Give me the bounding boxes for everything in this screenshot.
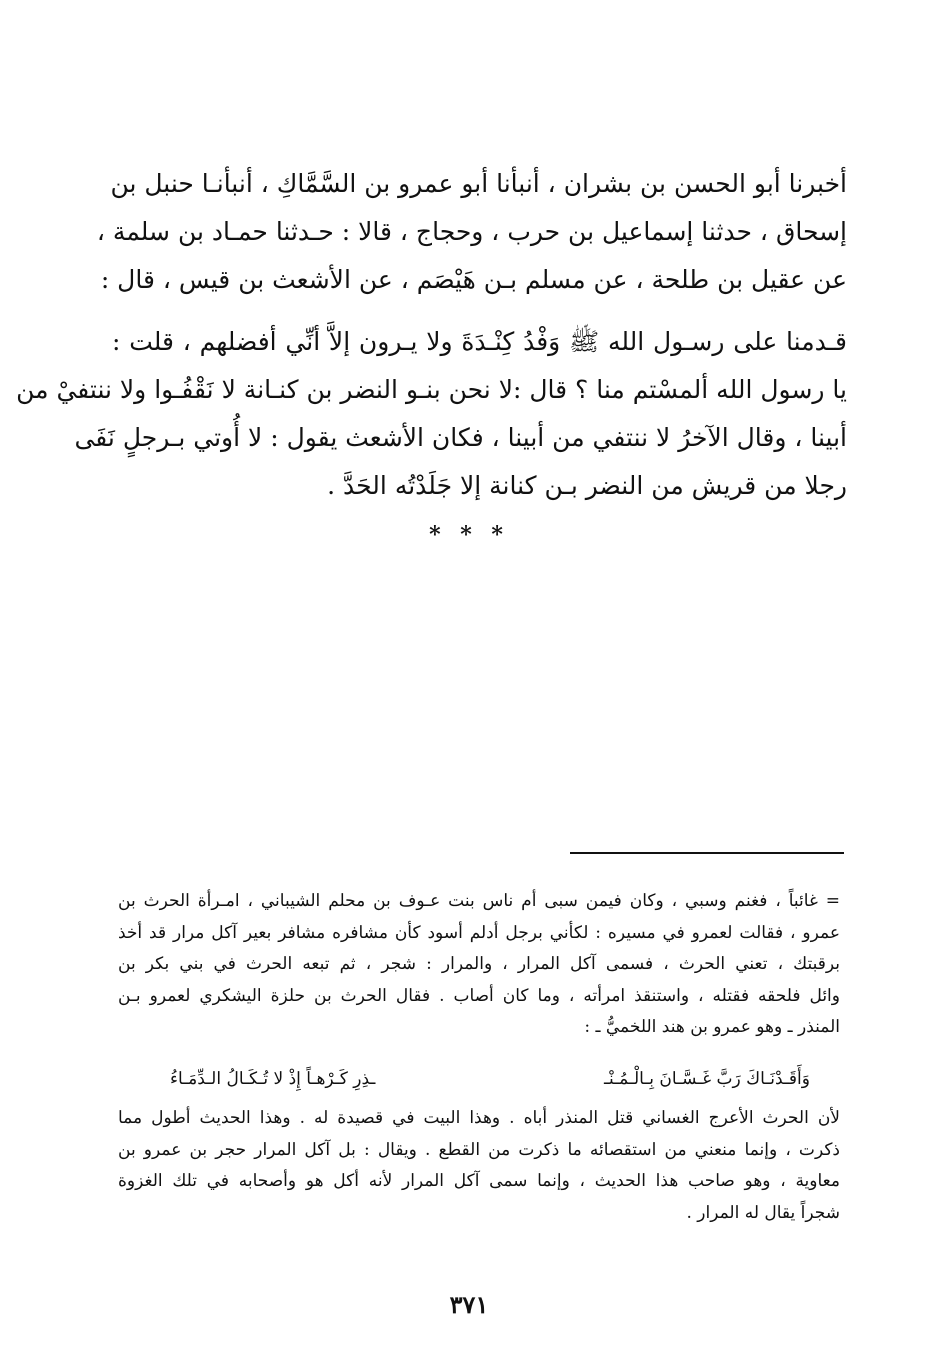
footnote-line: المنذر ـ وهو عمرو بن هند اللخميُّ ـ :	[584, 1017, 840, 1037]
footnote-block-2	[118, 1103, 840, 1229]
poetry-verse	[170, 1063, 810, 1095]
verse-hemistich-1: وَأَقَـدْنَـاكَ رَبَّ غَـسَّـانَ بِـالْـمُـنْـ	[604, 1069, 810, 1089]
footnote-line: برقبتك ، تعني الحرث ، فسمى آكل المرار ، والمرار : شجر ، ثم تبعه الحرث في بني بكر بن	[118, 954, 840, 974]
footnote-block-1	[118, 886, 840, 1044]
footnote-line: معاوية ، وهو صاحب هذا الحديث ، وإنما سمى آكل المرار لأنه أكل هو وأصحابه في تلك الغزوة	[118, 1171, 840, 1191]
footnote-line: شجراً يقال له المرار .	[686, 1202, 840, 1223]
section-separator: * * *	[429, 522, 509, 548]
text-line: أبينا ، وقال الآخرُ لا ننتفي من أبينا ، فكان الأشعث يقول : لا أُوتي بـرجلٍ نَفَى	[74, 423, 847, 452]
page-number: ٣٧١	[449, 1290, 489, 1319]
text-line: إسحاق ، حدثنا إسماعيل بن حرب ، وحجاج ، قالا : حـدثنا حمـاد بن سلمة ،	[96, 217, 847, 246]
footnote-line: ذكرت ، وإنما منعني من استقصائه ما ذكرت من القطع . ويقال : بل آكل المرار حجر بن عمرو بن	[118, 1139, 840, 1160]
verse-hemistich-2: ـذِرِ كَـرْهـاً إِذْ لا تُـكَـالُ الـدِّمَـاءُ	[170, 1069, 376, 1089]
footnote-line: عمرو ، فقالت لعمرو في مسيره : لكأني برجل أدلم أسود كأن مشافره مشافر بعير آكل مرار قد أخذ	[118, 922, 840, 943]
footnote-line: وائل فلحقه فقتله ، واستنقذ امرأته ، وما كان أصاب . فقال الحرث بن حلزة اليشكري لعمرو بـن	[118, 985, 840, 1006]
text-line: عن عقيل بن طلحة ، عن مسلم بـن هَيْصَم ، عن الأشعث بن قيس ، قال :	[100, 265, 847, 294]
footnote-line: = غائباً ، فغنم وسبي ، وكان فيمن سبى أم ناس بنت عـوف بن محلم الشيباني ، امـرأة الحرث بن	[118, 891, 840, 911]
main-paragraph-2	[16, 318, 847, 510]
main-paragraph-1	[96, 160, 847, 304]
footnote-line: لأن الحرث الأعرج الغساني قتل المنذر أباه . وهذا البيت في قصيدة له . وهذا الحديث أطول مما	[118, 1108, 840, 1128]
text-line: يا رسول الله ألمسْتم منا ؟ قال :لا نحن بنـو النضر بن كنـانة لا نَقْفُـوا ولا ننتفيْ من	[16, 375, 847, 404]
footnote-divider	[570, 852, 844, 854]
text-line: أخبرنا أبو الحسن بن بشران ، أنبأنا أبو عمرو بن السَّمَّاكِ ، أنبأنـا حنبل بن	[110, 169, 847, 198]
text-line: قـدمنا على رسـول الله ﷺ وَفْدُ كِنْـدَةَ ولا يـرون إلاَّ أنِّي أفضلهم ، قلت :	[112, 327, 847, 356]
text-line: رجلا من قريش من النضر بـن كنانة إلا جَلَدْتُه الحَدَّ .	[327, 471, 847, 500]
